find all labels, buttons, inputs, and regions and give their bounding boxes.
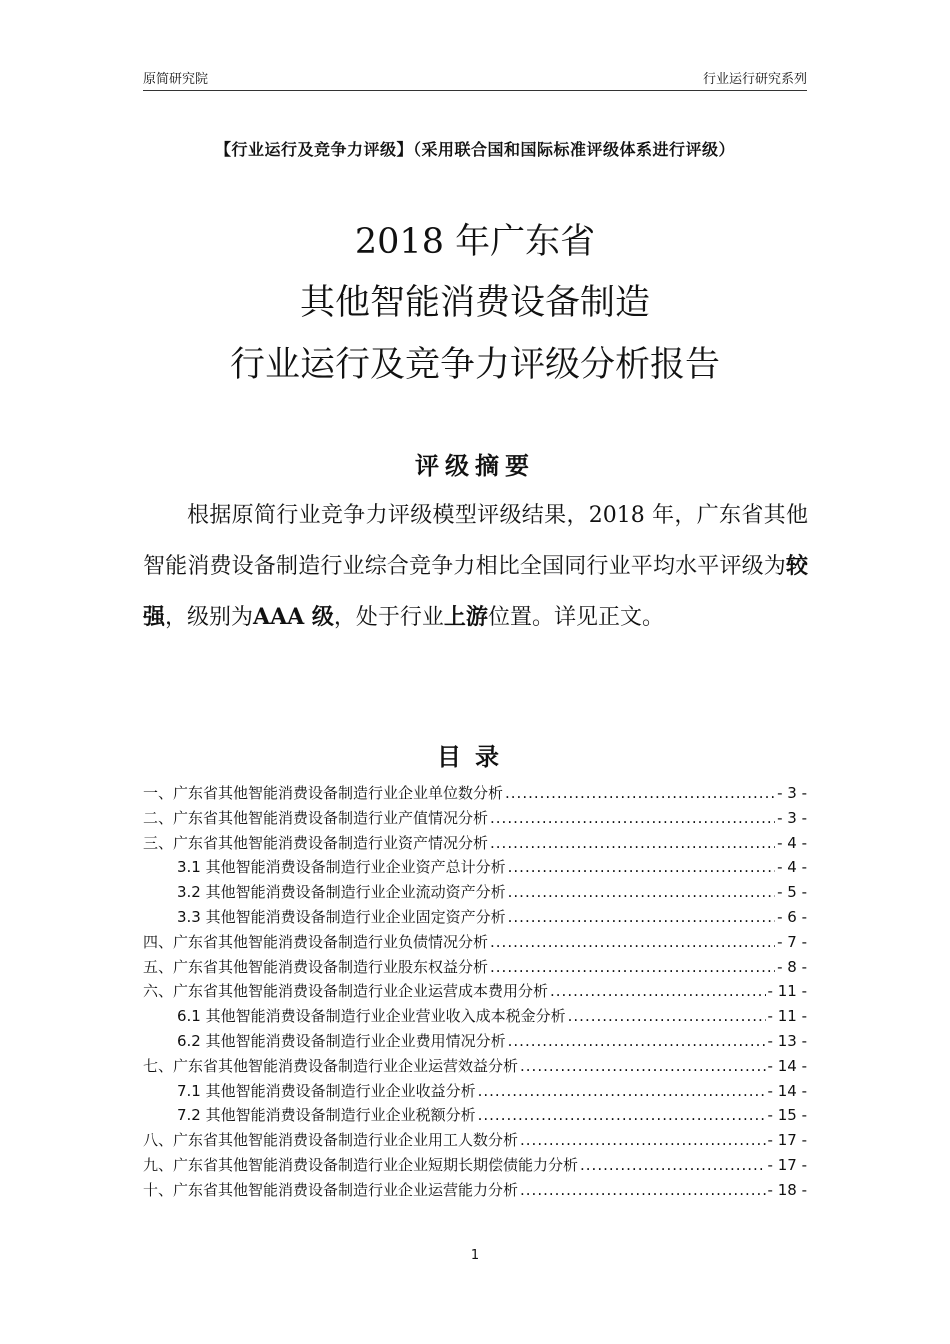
toc-leader xyxy=(490,930,775,955)
toc-entry-title: 3.2 其他智能消费设备制造行业企业流动资产分析 xyxy=(177,883,506,902)
toc-subentry[interactable] xyxy=(143,1103,807,1128)
header-org: 原简研究院 xyxy=(143,72,209,87)
abstract-text-2: ，级别为 xyxy=(165,605,254,630)
toc-entry-title: 十、广东省其他智能消费设备制造行业企业运营能力分析 xyxy=(143,1180,519,1199)
rating-method-line: 【行业运行及竞争力评级】（采用联合国和国际标准评级体系进行评级） xyxy=(214,140,735,159)
toc-entry-page: - 13 - xyxy=(767,1031,807,1050)
toc-entry-page: - 5 - xyxy=(777,883,807,902)
toc-entry[interactable] xyxy=(143,930,807,955)
toc-entry-title: 7.2 其他智能消费设备制造行业企业税额分析 xyxy=(177,1106,476,1125)
toc-heading: 目录 xyxy=(437,743,513,771)
report-title-line-1: 2018 年广东省 xyxy=(354,222,596,262)
toc-entry-title: 四、广东省其他智能消费设备制造行业负债情况分析 xyxy=(143,932,489,951)
toc-entry-page: - 6 - xyxy=(777,907,807,926)
toc-entry-title: 7.1 其他智能消费设备制造行业企业收益分析 xyxy=(177,1081,476,1100)
abstract-heading: 评级摘要 xyxy=(415,452,535,480)
toc-entry-page: - 3 - xyxy=(777,808,807,827)
page-number: 1 xyxy=(470,1248,480,1263)
toc-entry-page: - 7 - xyxy=(777,932,807,951)
toc-entry-page: - 17 - xyxy=(767,1131,807,1150)
toc-subentry[interactable] xyxy=(143,855,807,880)
toc-entry-title: 二、广东省其他智能消费设备制造行业产值情况分析 xyxy=(143,808,489,827)
toc-entry-page: - 8 - xyxy=(777,957,807,976)
toc-entry[interactable] xyxy=(143,781,807,806)
toc-leader xyxy=(478,1079,766,1104)
toc-entry-title: 3.3 其他智能消费设备制造行业企业固定资产分析 xyxy=(177,907,506,926)
toc-entry-title: 6.1 其他智能消费设备制造行业企业营业收入成本税金分析 xyxy=(177,1007,566,1026)
toc-leader xyxy=(508,1029,766,1054)
toc-leader xyxy=(520,1054,766,1079)
toc-subentry[interactable] xyxy=(143,905,807,930)
toc-entry-title: 五、广东省其他智能消费设备制造行业股东权益分析 xyxy=(143,957,489,976)
toc-entry[interactable] xyxy=(143,1054,807,1079)
toc-entry-page: - 15 - xyxy=(767,1106,807,1125)
toc-entry-page: - 4 - xyxy=(777,833,807,852)
rating-grade: AAA 级 xyxy=(253,604,334,630)
toc-leader xyxy=(508,855,775,880)
toc-leader xyxy=(520,1128,766,1153)
toc-leader xyxy=(478,1103,766,1128)
toc-entry-title: 六、广东省其他智能消费设备制造行业企业运营成本费用分析 xyxy=(143,982,549,1001)
toc-entry[interactable] xyxy=(143,1153,807,1178)
toc-leader xyxy=(580,1153,766,1178)
toc-leader xyxy=(505,781,775,806)
toc-entry-page: - 11 - xyxy=(767,1007,807,1026)
toc-entry-title: 八、广东省其他智能消费设备制造行业企业用工人数分析 xyxy=(143,1131,519,1150)
report-title-line-3: 行业运行及竞争力评级分析报告 xyxy=(229,345,720,385)
toc-entry-title: 七、广东省其他智能消费设备制造行业企业运营效益分析 xyxy=(143,1056,519,1075)
toc-subentry[interactable] xyxy=(143,1029,807,1054)
toc-subentry[interactable] xyxy=(143,1079,807,1104)
toc-entry[interactable] xyxy=(143,955,807,980)
toc-subentry[interactable] xyxy=(143,880,807,905)
toc-leader xyxy=(490,806,775,831)
toc-leader xyxy=(520,1178,766,1203)
toc-entry-title: 6.2 其他智能消费设备制造行业企业费用情况分析 xyxy=(177,1031,506,1050)
toc-entry[interactable] xyxy=(143,806,807,831)
industry-position: 上游 xyxy=(443,604,488,630)
toc-entry-title: 一、广东省其他智能消费设备制造行业企业单位数分析 xyxy=(143,784,504,802)
abstract-text-3: ，处于行业 xyxy=(333,605,444,630)
toc-entry-page: - 14 - xyxy=(767,1056,807,1075)
toc-leader xyxy=(550,979,766,1004)
toc-entry[interactable] xyxy=(143,831,807,856)
toc-leader xyxy=(568,1004,766,1029)
toc-entry-page: - 17 - xyxy=(767,1155,807,1174)
header-series: 行业运行研究系列 xyxy=(702,72,807,87)
toc-entry[interactable] xyxy=(143,979,807,1004)
page-header xyxy=(143,66,807,91)
toc-entry-page: - 3 - xyxy=(777,784,807,802)
abstract-text-4: 位置。详见正文。 xyxy=(487,605,664,630)
toc-entry[interactable] xyxy=(143,1128,807,1153)
toc-entry-page: - 11 - xyxy=(767,982,807,1001)
toc-entry[interactable] xyxy=(143,1178,807,1203)
toc-subentry[interactable] xyxy=(143,1004,807,1029)
toc-entry-title: 九、广东省其他智能消费设备制造行业企业短期长期偿债能力分析 xyxy=(143,1155,579,1174)
report-title-line-2: 其他智能消费设备制造 xyxy=(299,283,650,323)
toc-entry-page: - 4 - xyxy=(777,858,807,877)
toc-entry-page: - 18 - xyxy=(767,1180,807,1199)
rating-level: 较强 xyxy=(143,553,808,630)
toc-leader xyxy=(490,831,775,856)
toc-entry-page: - 14 - xyxy=(767,1081,807,1100)
abstract-text-1: 根据原简行业竞争力评级模型评级结果，2018 年，广东省其他智能消费设备制造行业综合竞争力相比全国同行业平均水平评级为 xyxy=(143,503,808,579)
abstract-paragraph xyxy=(143,490,808,643)
toc-entry-title: 三、广东省其他智能消费设备制造行业资产情况分析 xyxy=(143,833,489,852)
table-of-contents xyxy=(143,781,807,1203)
toc-leader xyxy=(508,880,775,905)
toc-entry-title: 3.1 其他智能消费设备制造行业企业资产总计分析 xyxy=(177,858,506,877)
toc-leader xyxy=(508,905,775,930)
toc-leader xyxy=(490,955,775,980)
